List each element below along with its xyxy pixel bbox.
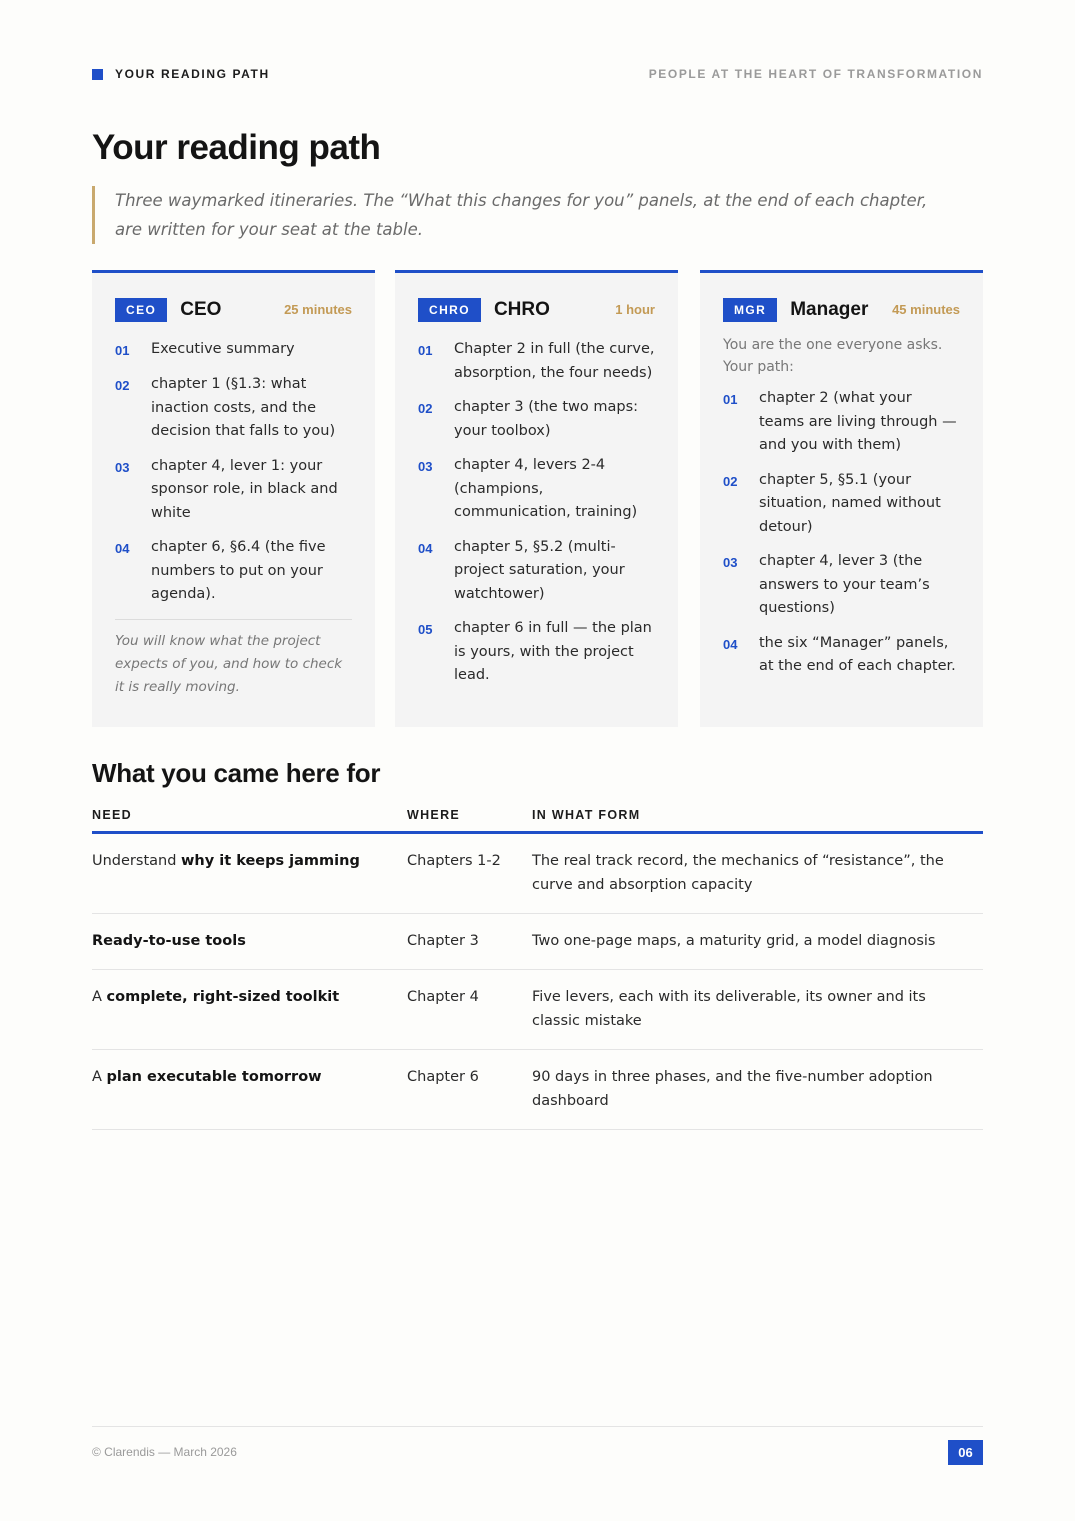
step-text: chapter 6 in full — the plan is yours, with the project lead. xyxy=(454,620,652,683)
table-row xyxy=(92,913,983,969)
step-number: 03 xyxy=(115,459,130,475)
step-item xyxy=(723,550,960,621)
copyright: © Clarendis — March 2026 xyxy=(92,1444,237,1459)
step-item xyxy=(418,396,655,443)
step-item xyxy=(723,387,960,458)
need-cell: Understand why it keeps jamming xyxy=(92,832,407,913)
form-cell: The real track record, the mechanics of “resistance”, the curve and absorption capacity xyxy=(532,832,983,913)
step-text: chapter 1 (§1.3: what inaction costs, and the decision that falls to you) xyxy=(151,376,336,439)
need-cell: A plan executable tomorrow xyxy=(92,1049,407,1129)
path-card-chro xyxy=(395,270,678,727)
section-marker xyxy=(92,67,270,81)
role-badge: MGR xyxy=(723,298,777,322)
step-item xyxy=(723,469,960,540)
card-header xyxy=(115,297,352,322)
step-number: 03 xyxy=(723,555,738,570)
step-text: chapter 4, lever 3 (the answers to your team’s questions) xyxy=(759,553,930,616)
reading-time: 25 minutes xyxy=(284,302,352,317)
step-text: Chapter 2 in full (the curve, absorption, the four needs) xyxy=(454,341,655,381)
reading-time: 45 minutes xyxy=(892,302,960,317)
needs-table xyxy=(92,800,983,1130)
step-item xyxy=(115,373,352,444)
role-name: CHRO xyxy=(493,298,550,320)
table-row xyxy=(92,832,983,913)
step-text: chapter 6, §6.4 (the five numbers to put on your agenda). xyxy=(151,539,326,602)
step-item xyxy=(115,536,352,607)
where-cell: Chapter 6 xyxy=(407,1049,532,1129)
where-cell: Chapters 1-2 xyxy=(407,832,532,913)
step-text: chapter 5, §5.2 (multi-project saturation, your watchtower) xyxy=(454,538,625,602)
table-row xyxy=(92,969,983,1049)
form-cell: Five levers, each with its deliverable, its owner and its classic mistake xyxy=(532,969,983,1049)
table-header-row xyxy=(92,800,983,832)
card-header xyxy=(723,297,960,322)
step-number: 02 xyxy=(723,473,738,489)
section-label: YOUR READING PATH xyxy=(115,67,270,81)
path-card-manager xyxy=(700,270,983,727)
intro-quote: Three waymarked itineraries. The “What this changes for you” panels, at the end of each chapter, are written for your seat at the table. xyxy=(92,186,952,244)
column-header-where: WHERE xyxy=(407,800,532,832)
role-badge: CEO xyxy=(115,298,167,322)
need-cell: Ready-to-use tools xyxy=(92,913,407,969)
role-name: Manager xyxy=(790,298,869,320)
page-title: Your reading path xyxy=(92,128,381,167)
reading-time: 1 hour xyxy=(615,302,655,317)
section-square-icon xyxy=(92,69,103,80)
where-cell: Chapter 3 xyxy=(407,913,532,969)
need-cell: A complete, right-sized toolkit xyxy=(92,969,407,1049)
step-item xyxy=(418,338,655,385)
column-header-form: IN WHAT FORM xyxy=(532,800,983,832)
publication-label: PEOPLE AT THE HEART OF TRANSFORMATION xyxy=(648,67,983,81)
step-item xyxy=(115,338,352,362)
running-header xyxy=(92,66,983,82)
step-number: 04 xyxy=(723,636,738,652)
step-number: 02 xyxy=(115,378,130,393)
step-list xyxy=(418,338,655,688)
step-text: chapter 3 (the two maps: your toolbox) xyxy=(454,399,639,439)
step-item xyxy=(723,632,960,679)
step-text: the six “Manager” panels, at the end of each chapter. xyxy=(759,634,956,674)
card-lead: You are the one everyone asks. Your path: xyxy=(723,337,943,375)
step-number: 04 xyxy=(418,540,433,556)
step-list xyxy=(115,338,352,607)
role-name: CEO xyxy=(180,298,222,320)
step-item xyxy=(418,617,655,688)
page-number: 06 xyxy=(948,1440,983,1465)
step-text: chapter 4, lever 1: your sponsor role, in black and white xyxy=(151,457,338,521)
step-text: chapter 5, §5.1 (your situation, named without detour) xyxy=(759,471,941,535)
step-list xyxy=(723,387,960,679)
step-number: 03 xyxy=(418,459,433,474)
step-text: chapter 2 (what your teams are living through — and you with them) xyxy=(759,390,957,453)
step-text: Executive summary xyxy=(151,341,295,357)
column-header-need: NEED xyxy=(92,800,407,832)
step-item xyxy=(418,536,655,607)
form-cell: Two one-page maps, a maturity grid, a model diagnosis xyxy=(532,913,983,969)
path-card-ceo xyxy=(92,270,375,727)
where-cell: Chapter 4 xyxy=(407,969,532,1049)
form-cell: 90 days in three phases, and the five-number adoption dashboard xyxy=(532,1049,983,1129)
card-header xyxy=(418,297,655,322)
role-badge: CHRO xyxy=(418,298,481,322)
step-number: 04 xyxy=(115,541,130,556)
step-text: chapter 4, levers 2-4 (champions, communication, training) xyxy=(454,457,638,520)
step-number: 01 xyxy=(115,343,130,358)
page-footer xyxy=(92,1426,983,1466)
step-item xyxy=(418,454,655,525)
step-number: 05 xyxy=(418,622,433,637)
step-number: 01 xyxy=(723,392,738,407)
card-note: You will know what the project expects of you, and how to check it is really moving. xyxy=(115,619,352,699)
table-row xyxy=(92,1049,983,1129)
step-number: 02 xyxy=(418,401,433,416)
section-title: What you came here for xyxy=(92,758,381,788)
step-number: 01 xyxy=(418,343,433,358)
step-item xyxy=(115,455,352,526)
